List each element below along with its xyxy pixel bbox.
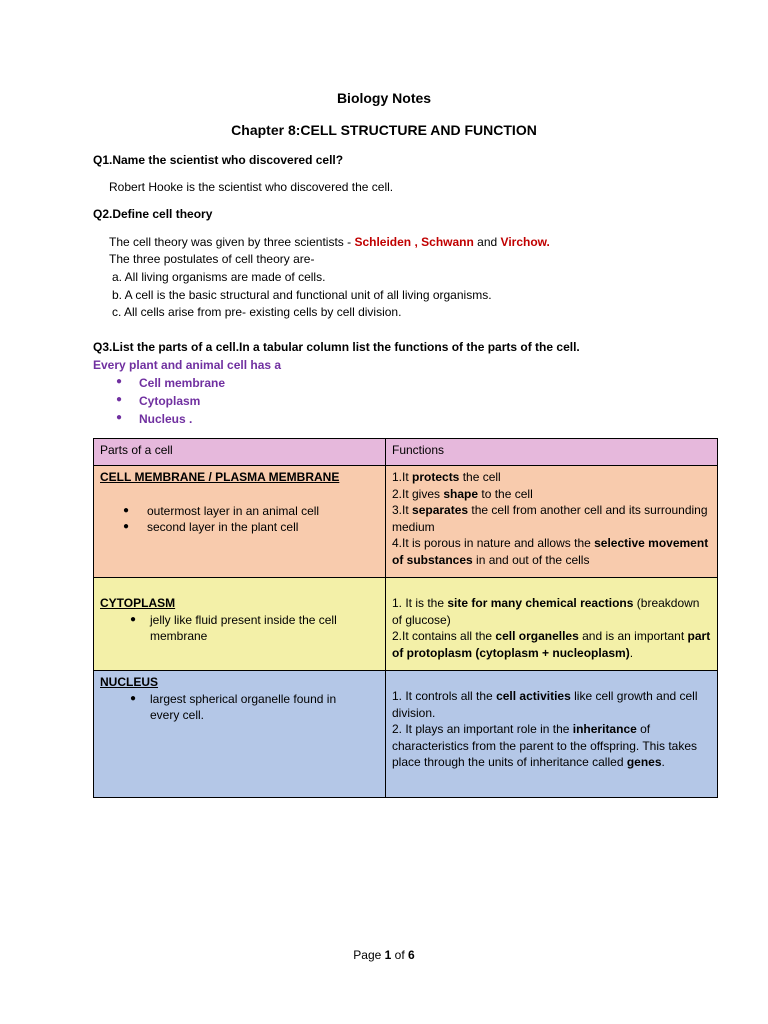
table-header-functions: Functions — [386, 439, 718, 466]
footer-page-total: 6 — [408, 948, 415, 962]
function-line: 3.It separates the cell from another cell and its surrounding medium — [392, 503, 708, 534]
table-row — [94, 671, 718, 798]
scientist-schwann: Schwann — [421, 235, 474, 249]
scientist-schleiden: Schleiden , — [354, 235, 418, 249]
bullet-icon: ● — [123, 504, 130, 516]
membrane-cell — [94, 466, 386, 578]
nucleus-cell — [94, 671, 386, 798]
function-line: 1. It controls all the cell activities like cell growth and cell division. — [392, 689, 698, 720]
footer-page-label: Page — [353, 948, 385, 962]
q2-answer-line — [109, 235, 550, 249]
q1-answer: Robert Hooke is the scientist who discovered the cell. — [109, 180, 394, 194]
cytoplasm-functions — [386, 578, 718, 671]
nucleus-name: NUCLEUS — [100, 675, 159, 689]
list-item: ● outermost layer in an animal cell — [123, 503, 320, 518]
membrane-functions — [386, 466, 718, 578]
table-header-parts: Parts of a cell — [94, 439, 386, 466]
nucleus-functions — [386, 671, 718, 798]
q2-and: and — [473, 235, 501, 249]
cytoplasm-name: CYTOPLASM — [100, 596, 176, 610]
function-line: 1. It is the site for many chemical reactions (breakdown of glucose) — [392, 596, 700, 627]
function-line: 2. It plays an important role in the inheritance of characteristics from the parent to the offspring. This takes place through the units of inheritance called genes. — [392, 722, 698, 769]
table-row — [94, 578, 718, 671]
postulate-c: c. All cells arise from pre- existing cells by cell division. — [112, 305, 402, 319]
list-item: ● jelly like fluid present inside the cell membrane — [130, 612, 337, 643]
scientist-virchow: Virchow. — [500, 235, 550, 249]
q3-lead: Every plant and animal cell has a — [93, 358, 282, 372]
membrane-name: CELL MEMBRANE / PLASMA MEMBRANE — [100, 470, 340, 484]
cytoplasm-cell — [94, 578, 386, 671]
table-row — [94, 466, 718, 578]
list-item: ● Cytoplasm — [116, 394, 201, 408]
function-line: 2.It gives shape to the cell — [392, 486, 533, 501]
cell-parts-table — [93, 438, 718, 798]
function-line: 2.It contains all the cell organelles and is an important part of protoplasm (cytoplasm + nucleoplasm). — [392, 629, 711, 660]
footer-page-number: 1 — [384, 948, 392, 962]
footer-of: of — [391, 948, 409, 962]
q1-question: Q1.Name the scientist who discovered cell? — [93, 153, 344, 167]
chapter-title: Chapter 8:CELL STRUCTURE AND FUNCTION — [231, 122, 537, 138]
page-footer — [0, 948, 768, 962]
bullet-icon: ● — [123, 521, 130, 532]
list-item: ● second layer in the plant cell — [123, 520, 299, 534]
table-header-row — [94, 439, 718, 466]
postulates-intro: The three postulates of cell theory are- — [109, 252, 315, 266]
q3-question: Q3.List the parts of a cell.In a tabular column list the functions of the parts of the cell. — [93, 340, 580, 354]
bullet-icon: ● — [130, 692, 137, 704]
q2-intro: The cell theory was given by three scientists - — [109, 235, 355, 249]
list-item: ● Nucleus . — [116, 412, 193, 426]
function-line: 4.It is porous in nature and allows the selective movement of substances in and out of the cells — [392, 536, 709, 567]
bullet-icon: ● — [116, 394, 123, 405]
bullet-icon: ● — [130, 613, 137, 625]
q2-question: Q2.Define cell theory — [93, 207, 213, 221]
postulate-a: a. All living organisms are made of cells. — [112, 270, 326, 284]
list-item: ● largest spherical organelle found in every cell. — [130, 691, 337, 722]
function-line: 1.It protects the cell — [392, 470, 501, 484]
bullet-icon: ● — [116, 412, 123, 423]
bullet-icon: ● — [116, 376, 123, 387]
postulate-b: b. A cell is the basic structural and functional unit of all living organisms. — [112, 288, 492, 302]
doc-title: Biology Notes — [336, 90, 432, 106]
list-item: ● Cell membrane — [116, 376, 226, 390]
